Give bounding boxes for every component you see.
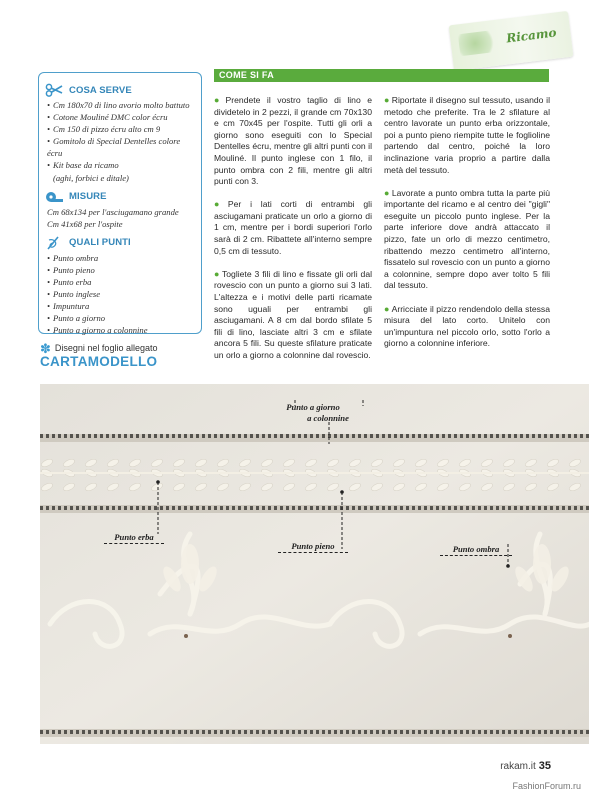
tape-measure-icon (45, 190, 63, 204)
page-number: 35 (538, 760, 551, 772)
list-item: Cm 41x68 per l'ospite (47, 218, 123, 229)
list-item: Cm 68x134 per l'asciugamano grande (47, 206, 179, 217)
section-title: COSA SERVE (69, 84, 132, 96)
list-item: • Cm 150 di pizzo écru alto cm 9 (47, 124, 161, 135)
list-item: • Cotone Mouliné DMC color écru (47, 112, 168, 123)
scissors-icon (45, 83, 63, 97)
section-banner: COME SI FA (214, 69, 549, 82)
embroidery-photo (40, 384, 589, 744)
site-name: rakam.it (500, 761, 536, 772)
instruction-paragraph: ● Prendete il vostro taglio di lino e dividetelo in 2 pezzi, il grande cm 70x130 e cm 70x45 per l'ospite. Tutti gli orli a giorno sono eseguiti con lo Special Dentelles écru, mentre gli altri punti con il Mouliné. Il punto inglese con 1 filo, il punto ombra con 2 fili, mentre gli altri punti con 3. (214, 95, 372, 187)
list-item: (aghi, forbici e ditale) (53, 172, 129, 183)
list-item: • Cm 180x70 di lino avorio molto battuto (47, 100, 190, 110)
ricamo-badge (449, 11, 574, 71)
list-item: • Punto pieno (47, 264, 95, 275)
section-title: QUALI PUNTI (69, 237, 131, 249)
instruction-paragraph: ● Arricciate il pizzo rendendolo della stessa misura del lato corto. Unitelo con un'impuntura nel piccolo orlo, sotto l'orlo a giorno a colonnine inferiore. (384, 303, 550, 349)
page-footer (500, 760, 551, 772)
badge-label: Ricamo (505, 25, 558, 46)
materials-list (47, 99, 195, 184)
list-item: • Impuntura (47, 301, 90, 312)
asterisk-icon: ✽ (40, 340, 51, 356)
list-item: • Gomitolo di Special Dentelles colore écru (47, 136, 181, 159)
linen-embroidery-image (40, 384, 589, 744)
pattern-note (40, 340, 210, 369)
section-misure-header (45, 190, 195, 204)
list-item: • Kit base da ricamo (47, 160, 119, 171)
label-punto-a-giorno: Punto a giorno a colonnine (286, 402, 349, 423)
pattern-note-text: Disegni nel foglio allegato (54, 343, 158, 353)
cartamodello-label: CARTAMODELLO (40, 354, 158, 369)
list-item: • Punto inglese (47, 289, 101, 300)
instruction-paragraph: ● Togliete 3 fili di lino e fissate gli orli dal rovescio con un punto a giorno sui 3 lati. L'altezza e i motivi delle parti ricamate sono uguali per entrambi gli asciugamani. A 8 cm dal bordo sfilate 5 fili di lino, lasciate altri 3 cm e sfilate ancora 5 fili. Su queste sfilature praticate un orlo a giorno a colonnine dal rovescio. (214, 268, 373, 360)
list-item: • Punto a giorno a colonnine (47, 325, 148, 336)
section-quali-punti-header (45, 236, 195, 250)
materials-box (38, 72, 202, 334)
section-cosa-serve-header (45, 83, 195, 97)
instruction-paragraph: ● Lavorate a punto ombra tutta la parte più importante del ricamo e al centro dei "gigli" eseguite un piccolo punto inglese. Per la parte inferiore dove andrà attaccato il pizzo, fate un orlo di mezzo centimetro, ribattendo mezzo centimetro all'interno, fissatelo sul rovescio con un punto a giorno a colonnine, sempre dopo aver tolto 5 fili dal tessuto. (384, 187, 550, 291)
instruction-paragraph: ● Riportate il disegno sul tessuto, usando il metodo che preferite. Tra le 2 sfilature al centro lavorate un punto erba orizzontale, poi a punto pieno riempite tutte le foglioline partendo dal centro, poiché la loro inclinazione varia proprio a partire dalla metà del tessuto. (384, 95, 551, 175)
instruction-paragraph: ● Per i lati corti di entrambi gli asciugamani praticate un orlo a giorno di 1 cm, mentre per i bordi superiori l'orlo sarà di 2 cm. Ribattete all'interno sempre 0,5 cm di tessuto. (214, 199, 372, 256)
stitches-list (47, 252, 195, 337)
list-item: • Punto ombra (47, 252, 99, 263)
label-punto-pieno: Punto pieno (278, 541, 348, 553)
instructions-column-2 (384, 95, 550, 361)
needle-thread-icon (45, 236, 63, 250)
section-title: MISURE (69, 191, 107, 203)
list-item: • Punto a giorno (47, 313, 106, 324)
label-punto-erba: Punto erba (104, 532, 164, 544)
list-item: • Punto erba (47, 277, 92, 288)
measures-list (47, 206, 195, 230)
label-punto-ombra: Punto ombra (440, 544, 512, 556)
watermark: FashionForum.ru (512, 781, 581, 791)
instructions-column-1 (214, 95, 372, 373)
